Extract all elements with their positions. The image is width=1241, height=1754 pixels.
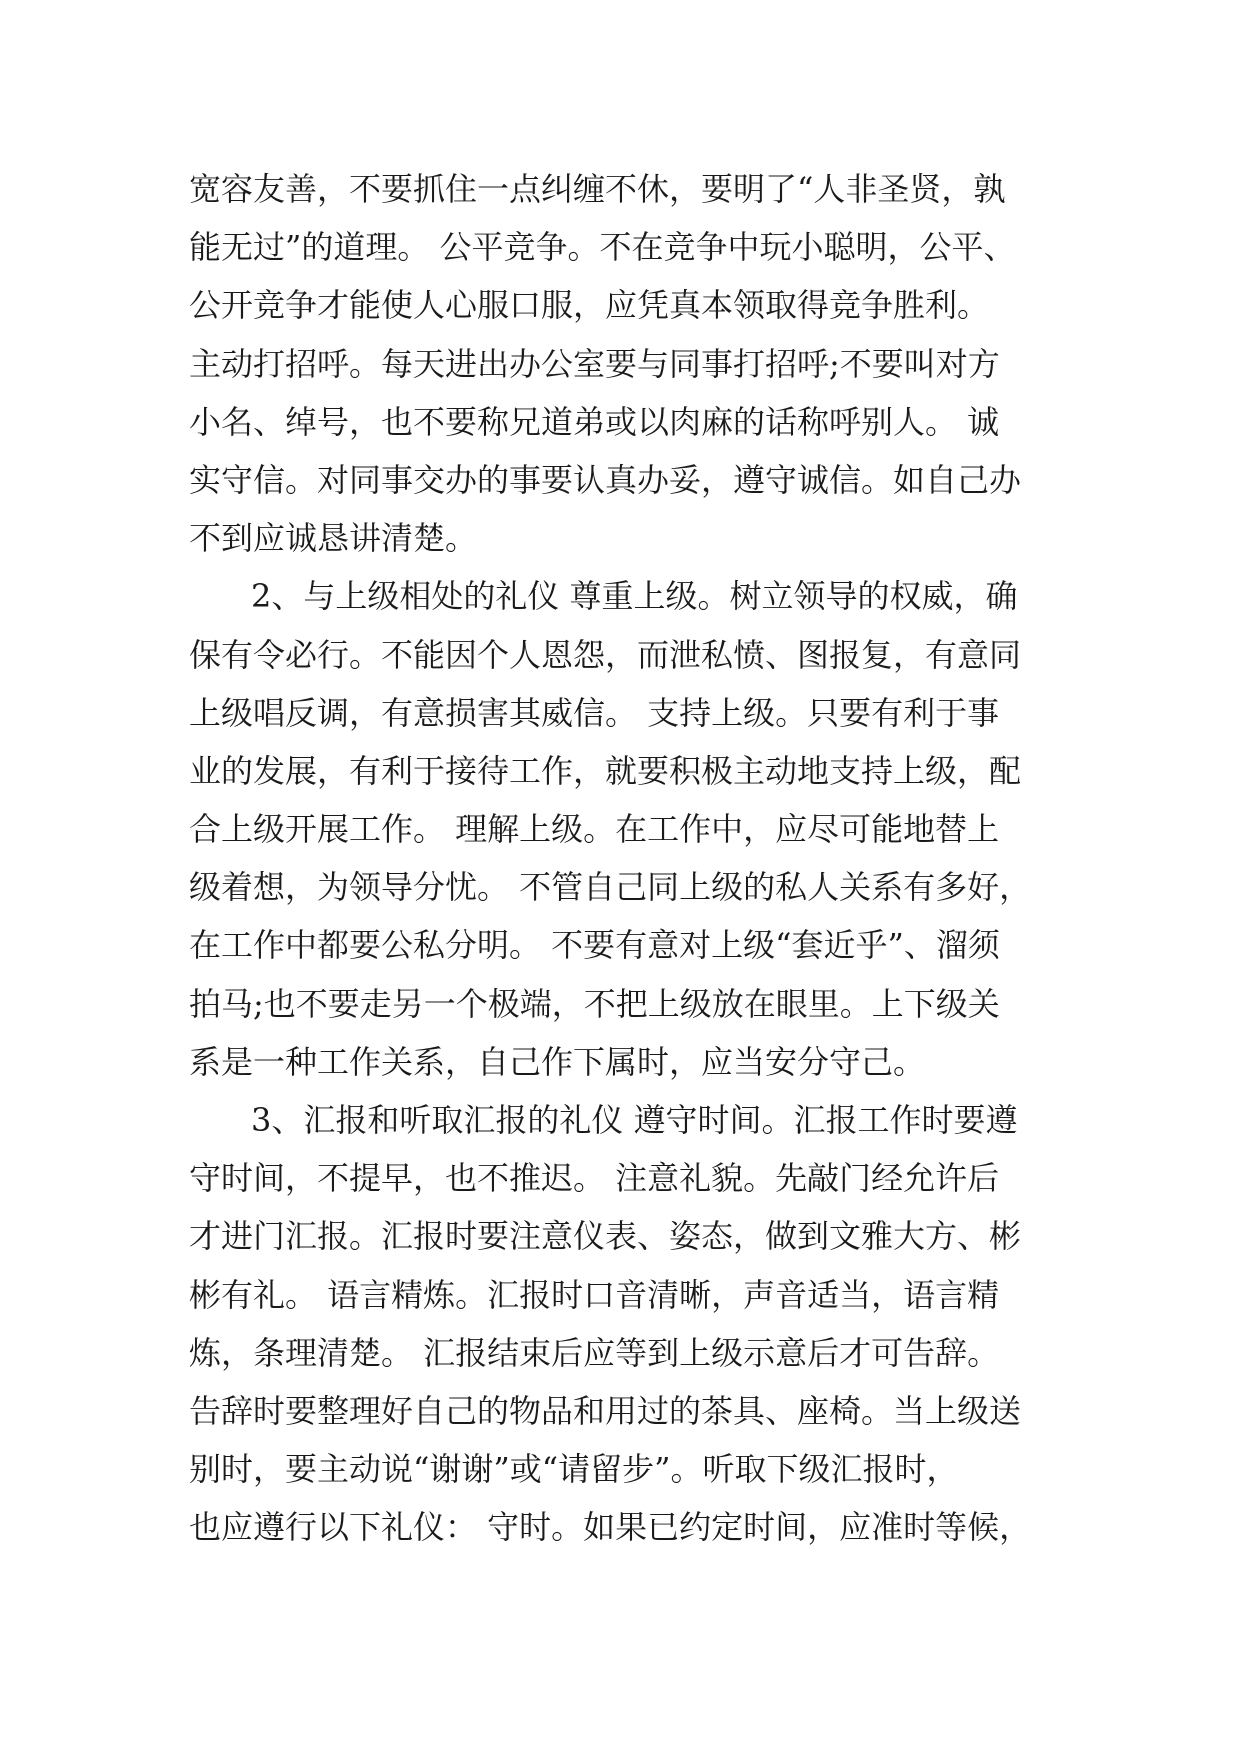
body-text [189, 160, 1069, 1557]
text-line: 主动打招呼。每天进出办公室要与同事打招呼;不要叫对方 [189, 344, 1000, 383]
text-line: 炼，条理清楚。 汇报结束后应等到上级示意后才可告辞。 [189, 1333, 1000, 1372]
text-line: 才进门汇报。汇报时要注意仪表、姿态，做到文雅大方、彬 [189, 1217, 1022, 1256]
text-line: 系是一种工作关系，自己作下属时，应当安分守己。 [189, 1042, 926, 1081]
text-line: 在工作中都要公私分明。 不要有意对上级“套近乎”、溜须 [189, 926, 1000, 965]
text-line: 告辞时要整理好自己的物品和用过的茶具、座椅。当上级送 [189, 1391, 1022, 1430]
text-line: 小名、绰号，也不要称兄道弟或以肉麻的话称呼别人。 诚 [189, 402, 1000, 441]
text-line: 公开竞争才能使人心服口服，应凭真本领取得竞争胜利。 [189, 286, 990, 325]
text-line: 别时，要主动说“谢谢”或“请留步”。听取下级汇报时， [189, 1450, 959, 1489]
text-line: 彬有礼。 语言精炼。汇报时口音清晰，声音适当，语言精 [189, 1275, 1000, 1314]
text-line: 保有令必行。不能因个人恩怨，而泄私愤、图报复，有意同 [189, 635, 1022, 674]
text-line: 也应遵行以下礼仪： 守时。如果已约定时间，应准时等候， [189, 1508, 1032, 1547]
text-line: 上级唱反调，有意损害其威信。 支持上级。只要有利于事 [189, 693, 1000, 732]
text-line: 能无过”的道理。 公平竞争。不在竞争中玩小聪明，公平、 [189, 228, 1016, 267]
text-line: 实守信。对同事交办的事要认真办妥，遵守诚信。如自己办 [189, 460, 1022, 499]
text-line: 宽容友善，不要抓住一点纠缠不休，要明了“人非圣贤，孰 [189, 170, 1006, 208]
text-line: 不到应诚恳讲清楚。 [189, 519, 478, 558]
text-line: 合上级开展工作。 理解上级。在工作中，应尽可能地替上 [189, 810, 1000, 849]
text-line: 2、与上级相处的礼仪 尊重上级。树立领导的权威，确 [251, 577, 1018, 616]
text-line: 拍马;也不要走另一个极端，不把上级放在眼里。上下级关 [189, 984, 1000, 1023]
text-line: 3、汇报和听取汇报的礼仪 遵守时间。汇报工作时要遵 [251, 1101, 1018, 1139]
text-line: 守时间，不提早，也不推迟。 注意礼貌。先敲门经允许后 [189, 1159, 1000, 1198]
text-line: 业的发展，有利于接待工作，就要积极主动地支持上级，配 [189, 751, 1022, 790]
text-line: 级着想，为领导分忧。 不管自己同上级的私人关系有多好， [189, 868, 1032, 907]
